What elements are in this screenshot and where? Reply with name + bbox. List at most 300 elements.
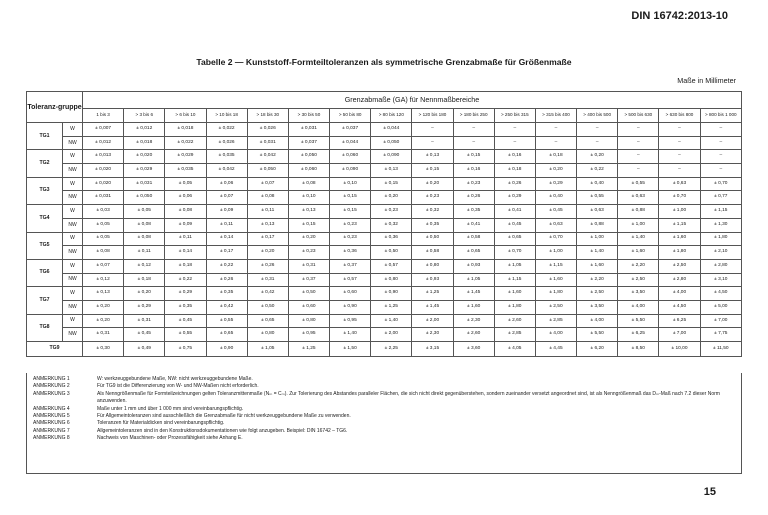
tolerance-cell: ± 2,80 xyxy=(659,273,700,287)
tolerance-cell: ± 1,80 xyxy=(494,300,535,314)
tolerance-cell: ± 0,45 xyxy=(165,314,206,328)
tolerance-cell: ± 1,15 xyxy=(700,205,741,219)
tolerance-cell: ± 2,60 xyxy=(453,328,494,342)
tolerance-cell: ± 1,25 xyxy=(371,300,412,314)
tolerance-cell: – xyxy=(659,123,700,137)
tolerance-cell: ± 0,42 xyxy=(206,300,247,314)
table-row xyxy=(27,150,742,164)
tolerance-cell: ± 0,80 xyxy=(247,328,288,342)
tolerance-cell: ± 0,90 xyxy=(371,287,412,301)
tolerance-cell: ± 3,10 xyxy=(700,273,741,287)
tolerance-cell: ± 6,25 xyxy=(618,328,659,342)
note-item xyxy=(33,376,735,383)
dimension-type-label: NW xyxy=(63,191,83,205)
tolerance-cell: ± 0,18 xyxy=(165,259,206,273)
tolerance-cell: ± 0,23 xyxy=(330,218,371,232)
table-row xyxy=(27,273,742,287)
tolerance-cell: ± 0,35 xyxy=(412,218,453,232)
range-column-header: > 500 bis 630 xyxy=(618,109,659,123)
tolerance-cell: ± 2,80 xyxy=(700,259,741,273)
tolerance-cell: ± 0,20 xyxy=(247,246,288,260)
tolerance-cell: ± 7,00 xyxy=(659,328,700,342)
dimension-type-label: W xyxy=(63,259,83,273)
tolerance-cell: ± 0,13 xyxy=(247,218,288,232)
tolerance-cell: ± 0,55 xyxy=(165,328,206,342)
tolerance-cell: – xyxy=(453,123,494,137)
dimension-type-label: W xyxy=(63,177,83,191)
tolerance-cell: ± 0,13 xyxy=(83,287,124,301)
tolerance-cell: ± 1,60 xyxy=(494,287,535,301)
tolerance-cell: ± 0,018 xyxy=(165,123,206,137)
tolerance-cell: ± 0,14 xyxy=(165,246,206,260)
tolerance-cell: – xyxy=(700,123,741,137)
tolerance-cell: ± 4,50 xyxy=(659,300,700,314)
tolerance-cell: ± 1,40 xyxy=(577,246,618,260)
tolerance-cell: ± 1,00 xyxy=(618,218,659,232)
range-column-header: > 315 bis 400 xyxy=(535,109,576,123)
tolerance-cell: ± 0,05 xyxy=(165,177,206,191)
tolerance-cell: ± 0,29 xyxy=(494,191,535,205)
tolerance-cell: ± 0,63 xyxy=(577,205,618,219)
tolerance-cell: ± 0,60 xyxy=(288,300,329,314)
tolerance-cell: ± 0,11 xyxy=(247,205,288,219)
tolerance-cell: ± 2,20 xyxy=(577,273,618,287)
tolerance-cell: ± 0,15 xyxy=(371,177,412,191)
range-column-header: 1 bis 3 xyxy=(83,109,124,123)
tolerance-cell: – xyxy=(577,123,618,137)
tolerance-cell: ± 0,75 xyxy=(165,342,206,357)
tolerance-cell: ± 2,50 xyxy=(618,273,659,287)
tolerance-cell: ± 0,55 xyxy=(618,177,659,191)
tolerance-cell: ± 0,012 xyxy=(83,136,124,150)
dimension-type-label: NW xyxy=(63,246,83,260)
tolerance-cell: ± 0,18 xyxy=(494,164,535,178)
tolerance-cell: ± 0,35 xyxy=(206,287,247,301)
tolerance-cell: ± 0,022 xyxy=(165,136,206,150)
tolerance-cell: ± 0,23 xyxy=(288,246,329,260)
tolerance-cell: ± 0,06 xyxy=(206,177,247,191)
tolerance-cell: ± 7,75 xyxy=(700,328,741,342)
tolerance-cell: ± 4,00 xyxy=(535,328,576,342)
tolerance-cell: ± 0,40 xyxy=(577,177,618,191)
tolerance-cell: ± 0,11 xyxy=(124,246,165,260)
range-column-header: > 10 bis 18 xyxy=(206,109,247,123)
tolerance-cell: ± 0,042 xyxy=(247,150,288,164)
tolerance-cell: ± 4,50 xyxy=(700,287,741,301)
tolerance-cell: ± 0,31 xyxy=(288,259,329,273)
tolerance-cell: ± 0,26 xyxy=(494,177,535,191)
dimension-type-label: W xyxy=(63,287,83,301)
dimension-type-label: W xyxy=(63,205,83,219)
tolerance-cell: ± 0,05 xyxy=(83,218,124,232)
table-row xyxy=(27,191,742,205)
dimension-type-label: W xyxy=(63,123,83,137)
table-row xyxy=(27,314,742,328)
tolerance-cell: ± 0,013 xyxy=(83,150,124,164)
tolerance-cell: ± 0,16 xyxy=(494,150,535,164)
tolerance-cell: ± 7,00 xyxy=(700,314,741,328)
tolerance-cell: ± 0,13 xyxy=(412,150,453,164)
tolerance-cell: ± 0,08 xyxy=(124,218,165,232)
dimension-type-label: NW xyxy=(63,136,83,150)
tolerance-cell: ± 0,90 xyxy=(330,300,371,314)
tolerance-cell: ± 0,026 xyxy=(206,136,247,150)
tolerance-cell: ± 0,88 xyxy=(618,205,659,219)
tolerance-cell: ± 0,090 xyxy=(330,164,371,178)
tolerance-table-wrapper xyxy=(26,91,742,357)
tolerance-cell: ± 0,029 xyxy=(165,150,206,164)
tolerance-cell: ± 0,57 xyxy=(371,259,412,273)
tolerance-cell: – xyxy=(618,150,659,164)
tolerance-cell: ± 0,58 xyxy=(412,246,453,260)
group-column-header: Toleranz-gruppe xyxy=(27,92,83,123)
tolerance-cell: ± 3,15 xyxy=(412,342,453,357)
tolerance-cell: ± 0,029 xyxy=(124,164,165,178)
tolerance-cell: ± 0,14 xyxy=(206,232,247,246)
tolerance-cell: ± 0,31 xyxy=(124,314,165,328)
tolerance-cell: – xyxy=(618,164,659,178)
tolerance-cell: ± 1,60 xyxy=(659,232,700,246)
tolerance-cell: ± 0,42 xyxy=(247,287,288,301)
tolerance-cell: ± 0,23 xyxy=(412,191,453,205)
tolerance-cell: ± 0,20 xyxy=(577,150,618,164)
tolerance-group-label: TG8 xyxy=(27,314,63,341)
tolerance-cell: ± 2,30 xyxy=(453,314,494,328)
tolerance-cell: ± 2,60 xyxy=(494,314,535,328)
tolerance-table xyxy=(26,91,742,357)
tolerance-cell: ± 0,12 xyxy=(83,273,124,287)
tolerance-cell: ± 0,35 xyxy=(165,300,206,314)
tolerance-cell: ± 1,45 xyxy=(412,300,453,314)
tolerance-cell: ± 0,26 xyxy=(206,273,247,287)
table-row xyxy=(27,205,742,219)
tolerance-cell: ± 0,70 xyxy=(535,232,576,246)
tolerance-cell: ± 0,020 xyxy=(124,150,165,164)
tolerance-cell: ± 0,060 xyxy=(288,164,329,178)
tolerance-cell: ± 0,044 xyxy=(371,123,412,137)
tolerance-group-label: TG9 xyxy=(27,342,83,357)
tolerance-cell: – xyxy=(535,123,576,137)
tolerance-cell: ± 0,26 xyxy=(247,259,288,273)
range-column-header: > 50 bis 80 xyxy=(330,109,371,123)
tolerance-cell: ± 1,30 xyxy=(700,218,741,232)
tolerance-cell: ± 0,60 xyxy=(330,287,371,301)
range-header-row xyxy=(27,109,742,123)
note-text: Nachweis von Maschinen- oder Prozessfähigkeit siehe Anhang E. xyxy=(97,435,243,442)
tolerance-cell: ± 0,26 xyxy=(453,191,494,205)
tolerance-cell: ± 0,80 xyxy=(288,314,329,328)
range-column-header: > 250 bis 315 xyxy=(494,109,535,123)
tolerance-cell: ± 0,90 xyxy=(206,342,247,357)
table-row xyxy=(27,246,742,260)
tolerance-cell: – xyxy=(659,164,700,178)
table-row xyxy=(27,300,742,314)
note-text: W: werkzeuggebundene Maße, NW: nicht werkzeuggebundene Maße. xyxy=(97,376,253,382)
tolerance-cell: ± 0,050 xyxy=(247,164,288,178)
tolerance-cell: ± 1,05 xyxy=(453,273,494,287)
note-text: Allgemeintoleranzen sind in den Konstruktionsdokumentationen wie folgt anzugeben. Beispiel: DIN 16742 – TG6. xyxy=(97,427,348,434)
tolerance-cell: ± 10,00 xyxy=(659,342,700,357)
tolerance-cell: ± 0,50 xyxy=(412,232,453,246)
tolerance-cell: ± 0,70 xyxy=(700,177,741,191)
tolerance-cell: ± 4,00 xyxy=(577,314,618,328)
table-row xyxy=(27,328,742,342)
note-label: ANMERKUNG 2 xyxy=(33,383,70,390)
tolerance-cell: ± 6,25 xyxy=(659,314,700,328)
dimension-type-label: W xyxy=(63,314,83,328)
tolerance-cell: ± 0,20 xyxy=(124,287,165,301)
tolerance-cell: ± 0,050 xyxy=(288,150,329,164)
tolerance-cell: ± 2,10 xyxy=(700,246,741,260)
note-item xyxy=(33,413,735,420)
tolerance-cell: ± 0,18 xyxy=(535,150,576,164)
tolerance-cell: ± 0,57 xyxy=(330,273,371,287)
tolerance-cell: ± 0,35 xyxy=(453,205,494,219)
tolerance-cell: ± 0,031 xyxy=(288,123,329,137)
tolerance-cell: ± 0,41 xyxy=(453,218,494,232)
tolerance-cell: ± 0,32 xyxy=(371,218,412,232)
tolerance-cell: ± 0,31 xyxy=(83,328,124,342)
table-body xyxy=(27,123,742,357)
tolerance-cell: ± 0,65 xyxy=(494,232,535,246)
units-note: Maße in Millimeter xyxy=(677,76,736,85)
tolerance-cell: ± 0,10 xyxy=(330,177,371,191)
tolerance-cell: ± 1,60 xyxy=(618,246,659,260)
tolerance-group-label: TG3 xyxy=(27,177,63,204)
note-item xyxy=(33,420,735,427)
tolerance-cell: ± 4,05 xyxy=(494,342,535,357)
tolerance-cell: ± 0,50 xyxy=(371,246,412,260)
tolerance-cell: ± 0,031 xyxy=(124,177,165,191)
tolerance-cell: ± 0,031 xyxy=(83,191,124,205)
note-item xyxy=(33,391,735,406)
tolerance-cell: ± 0,08 xyxy=(83,246,124,260)
tolerance-cell: ± 1,40 xyxy=(371,314,412,328)
tolerance-cell: ± 0,36 xyxy=(371,232,412,246)
tolerance-cell: ± 0,012 xyxy=(124,123,165,137)
note-text: Für Allgemeintoleranzen sind ausschließlich die Grenzabmaße für nicht werkzeuggebundene Maße zu verwenden. xyxy=(97,413,351,420)
range-column-header: > 80 bis 120 xyxy=(371,109,412,123)
tolerance-cell: ± 2,00 xyxy=(371,328,412,342)
tolerance-group-label: TG7 xyxy=(27,287,63,314)
dimension-type-label: NW xyxy=(63,273,83,287)
tolerance-cell: ± 0,93 xyxy=(453,259,494,273)
tolerance-cell: ± 2,85 xyxy=(494,328,535,342)
range-column-header: > 18 bis 30 xyxy=(247,109,288,123)
tolerance-cell: ± 1,45 xyxy=(453,287,494,301)
tolerance-cell: ± 0,16 xyxy=(453,164,494,178)
tolerance-cell: ± 0,10 xyxy=(288,191,329,205)
tolerance-cell: ± 0,037 xyxy=(288,136,329,150)
tolerance-cell: ± 0,11 xyxy=(165,232,206,246)
tolerance-cell: ± 0,050 xyxy=(124,191,165,205)
tolerance-cell: ± 0,050 xyxy=(371,136,412,150)
tolerance-cell: ± 1,15 xyxy=(535,259,576,273)
tolerance-cell: ± 1,00 xyxy=(659,205,700,219)
tolerance-group-label: TG2 xyxy=(27,150,63,177)
tolerance-cell: ± 0,031 xyxy=(247,136,288,150)
tolerance-cell: ± 0,23 xyxy=(371,205,412,219)
tolerance-cell: ± 0,20 xyxy=(535,164,576,178)
tolerance-cell: ± 0,08 xyxy=(124,232,165,246)
tolerance-group-label: TG6 xyxy=(27,259,63,286)
tolerance-cell: ± 2,30 xyxy=(412,328,453,342)
note-label: ANMERKUNG 1 xyxy=(33,376,70,382)
tolerance-cell: ± 0,15 xyxy=(453,150,494,164)
tolerance-cell: – xyxy=(494,123,535,137)
note-label: ANMERKUNG 7 xyxy=(33,427,70,434)
note-text: Toleranzen für Materialdicken sind vereinbarungspflichtig. xyxy=(97,420,225,427)
tolerance-cell: ± 0,20 xyxy=(288,232,329,246)
tolerance-cell: ± 3,50 xyxy=(577,300,618,314)
tolerance-cell: ± 0,41 xyxy=(494,205,535,219)
tolerance-cell: ± 0,63 xyxy=(618,191,659,205)
tolerance-cell: – xyxy=(700,150,741,164)
table-row xyxy=(27,136,742,150)
tolerance-cell: ± 0,18 xyxy=(124,273,165,287)
standard-id: DIN 16742:2013-10 xyxy=(631,10,728,22)
note-label: ANMERKUNG 8 xyxy=(33,435,70,442)
tolerance-group-label: TG1 xyxy=(27,123,63,150)
tolerance-cell: – xyxy=(618,123,659,137)
tolerance-cell: ± 0,80 xyxy=(371,273,412,287)
range-column-header: > 120 bis 180 xyxy=(412,109,453,123)
tolerance-cell: ± 0,13 xyxy=(288,205,329,219)
tolerance-cell: ± 0,20 xyxy=(83,300,124,314)
tolerance-cell: ± 0,060 xyxy=(330,150,371,164)
tolerance-group-label: TG5 xyxy=(27,232,63,259)
tolerance-cell: ± 3,50 xyxy=(618,287,659,301)
tolerance-cell: ± 0,22 xyxy=(577,164,618,178)
tolerance-cell: ± 1,05 xyxy=(247,342,288,357)
tolerance-cell: ± 0,70 xyxy=(494,246,535,260)
note-item xyxy=(33,383,735,390)
tolerance-cell: ± 0,31 xyxy=(247,273,288,287)
tolerance-cell: – xyxy=(412,123,453,137)
tolerance-cell: ± 0,035 xyxy=(165,164,206,178)
tolerance-cell: ± 1,00 xyxy=(535,246,576,260)
tolerance-cell: ± 0,65 xyxy=(247,314,288,328)
tolerance-cell: ± 0,17 xyxy=(206,246,247,260)
dimension-type-label: NW xyxy=(63,300,83,314)
table-row xyxy=(27,177,742,191)
dimension-type-label: W xyxy=(63,150,83,164)
tolerance-cell: ± 2,20 xyxy=(618,259,659,273)
tolerance-cell: ± 0,08 xyxy=(165,205,206,219)
note-label: ANMERKUNG 5 xyxy=(33,413,70,420)
table-row xyxy=(27,287,742,301)
tolerance-cell: ± 1,80 xyxy=(659,246,700,260)
tolerance-cell: ± 0,45 xyxy=(494,218,535,232)
tolerance-cell: – xyxy=(659,150,700,164)
tolerance-cell: ± 2,50 xyxy=(535,300,576,314)
tolerance-cell: – xyxy=(535,136,576,150)
tolerance-cell: ± 0,11 xyxy=(206,218,247,232)
range-column-header: > 180 bis 250 xyxy=(453,109,494,123)
tolerance-cell: ± 0,15 xyxy=(288,218,329,232)
tolerance-cell: – xyxy=(700,164,741,178)
tolerance-cell: ± 0,88 xyxy=(577,218,618,232)
tolerance-cell: ± 0,09 xyxy=(206,205,247,219)
tolerance-cell: ± 0,07 xyxy=(247,177,288,191)
note-label: ANMERKUNG 3 xyxy=(33,390,70,397)
tolerance-cell: ± 0,29 xyxy=(535,177,576,191)
tolerance-cell: – xyxy=(700,136,741,150)
range-column-header: > 400 bis 500 xyxy=(577,109,618,123)
range-column-header: > 630 bis 800 xyxy=(659,109,700,123)
tolerance-cell: – xyxy=(618,136,659,150)
dimension-type-label: W xyxy=(63,232,83,246)
tolerance-cell: ± 0,37 xyxy=(330,259,371,273)
tolerance-cell: – xyxy=(453,136,494,150)
tolerance-cell: ± 0,13 xyxy=(371,164,412,178)
tolerance-cell: ± 0,022 xyxy=(206,123,247,137)
tolerance-cell: ± 0,50 xyxy=(288,287,329,301)
tolerance-cell: ± 0,23 xyxy=(453,177,494,191)
tolerance-cell: ± 0,20 xyxy=(83,314,124,328)
tolerance-cell: ± 0,09 xyxy=(165,218,206,232)
tolerance-cell: ± 1,80 xyxy=(700,232,741,246)
tolerance-cell: ± 0,08 xyxy=(247,191,288,205)
tolerance-cell: ± 2,85 xyxy=(535,314,576,328)
tolerance-cell: ± 2,00 xyxy=(412,314,453,328)
tolerance-cell: ± 6,20 xyxy=(577,342,618,357)
tolerance-cell: ± 5,50 xyxy=(577,328,618,342)
tolerance-cell: ± 0,026 xyxy=(247,123,288,137)
tolerance-cell: ± 1,05 xyxy=(494,259,535,273)
range-column-header: > 6 bis 10 xyxy=(165,109,206,123)
table-row xyxy=(27,232,742,246)
tolerance-cell: ± 0,80 xyxy=(412,259,453,273)
note-text: Als Nenngrößenmaße für Formteilzeichnungen gelten Toleranzmittenmaße (Nₘ = Cₘ). Zur Tolerierung des Abstandes paralleler Flächen, die sich nicht direkt gegenüberstehen, sondern zueinander versetzt angeordnet sind, ist als Nenngrößenmaß das Dₘ-Maß nach 7.2 dieser Norm anzuwenden. xyxy=(97,390,720,405)
table-title: Tabelle 2 — Kunststoff-Formteiltoleranzen als symmetrische Grenzabmaße für Größenmaße xyxy=(196,57,572,67)
tolerance-cell: ± 5,00 xyxy=(700,300,741,314)
tolerance-cell: ± 0,22 xyxy=(206,259,247,273)
tolerance-cell: ± 1,60 xyxy=(577,259,618,273)
table-row xyxy=(27,259,742,273)
tolerance-cell: ± 1,60 xyxy=(535,273,576,287)
range-column-header: > 3 bis 6 xyxy=(124,109,165,123)
tolerance-cell: ± 1,50 xyxy=(330,342,371,357)
dimension-type-label: NW xyxy=(63,218,83,232)
tolerance-cell: ± 0,36 xyxy=(330,246,371,260)
note-item xyxy=(33,435,735,442)
tolerance-cell: ± 4,45 xyxy=(535,342,576,357)
tolerance-cell: ± 0,07 xyxy=(206,191,247,205)
dimension-type-label: NW xyxy=(63,164,83,178)
tolerance-cell: ± 0,77 xyxy=(700,191,741,205)
tolerance-cell: ± 0,03 xyxy=(83,205,124,219)
tolerance-cell: ± 0,007 xyxy=(83,123,124,137)
note-label: ANMERKUNG 4 xyxy=(33,405,70,412)
tolerance-cell: ± 1,25 xyxy=(412,287,453,301)
tolerance-cell: ± 0,020 xyxy=(83,164,124,178)
tolerance-cell: ± 4,00 xyxy=(618,300,659,314)
tolerance-cell: ± 1,60 xyxy=(453,300,494,314)
tolerance-cell: ± 0,63 xyxy=(535,218,576,232)
dimension-type-label: NW xyxy=(63,328,83,342)
table-row xyxy=(27,218,742,232)
tolerance-cell: ± 0,95 xyxy=(330,314,371,328)
tolerance-cell: ± 0,22 xyxy=(165,273,206,287)
tolerance-cell: – xyxy=(412,136,453,150)
tolerance-cell: ± 4,00 xyxy=(659,287,700,301)
tolerance-cell: ± 0,65 xyxy=(206,328,247,342)
tolerance-cell: ± 0,45 xyxy=(535,205,576,219)
tolerance-cell: ± 0,20 xyxy=(371,191,412,205)
tolerance-cell: ± 0,042 xyxy=(206,164,247,178)
tolerance-cell: – xyxy=(577,136,618,150)
